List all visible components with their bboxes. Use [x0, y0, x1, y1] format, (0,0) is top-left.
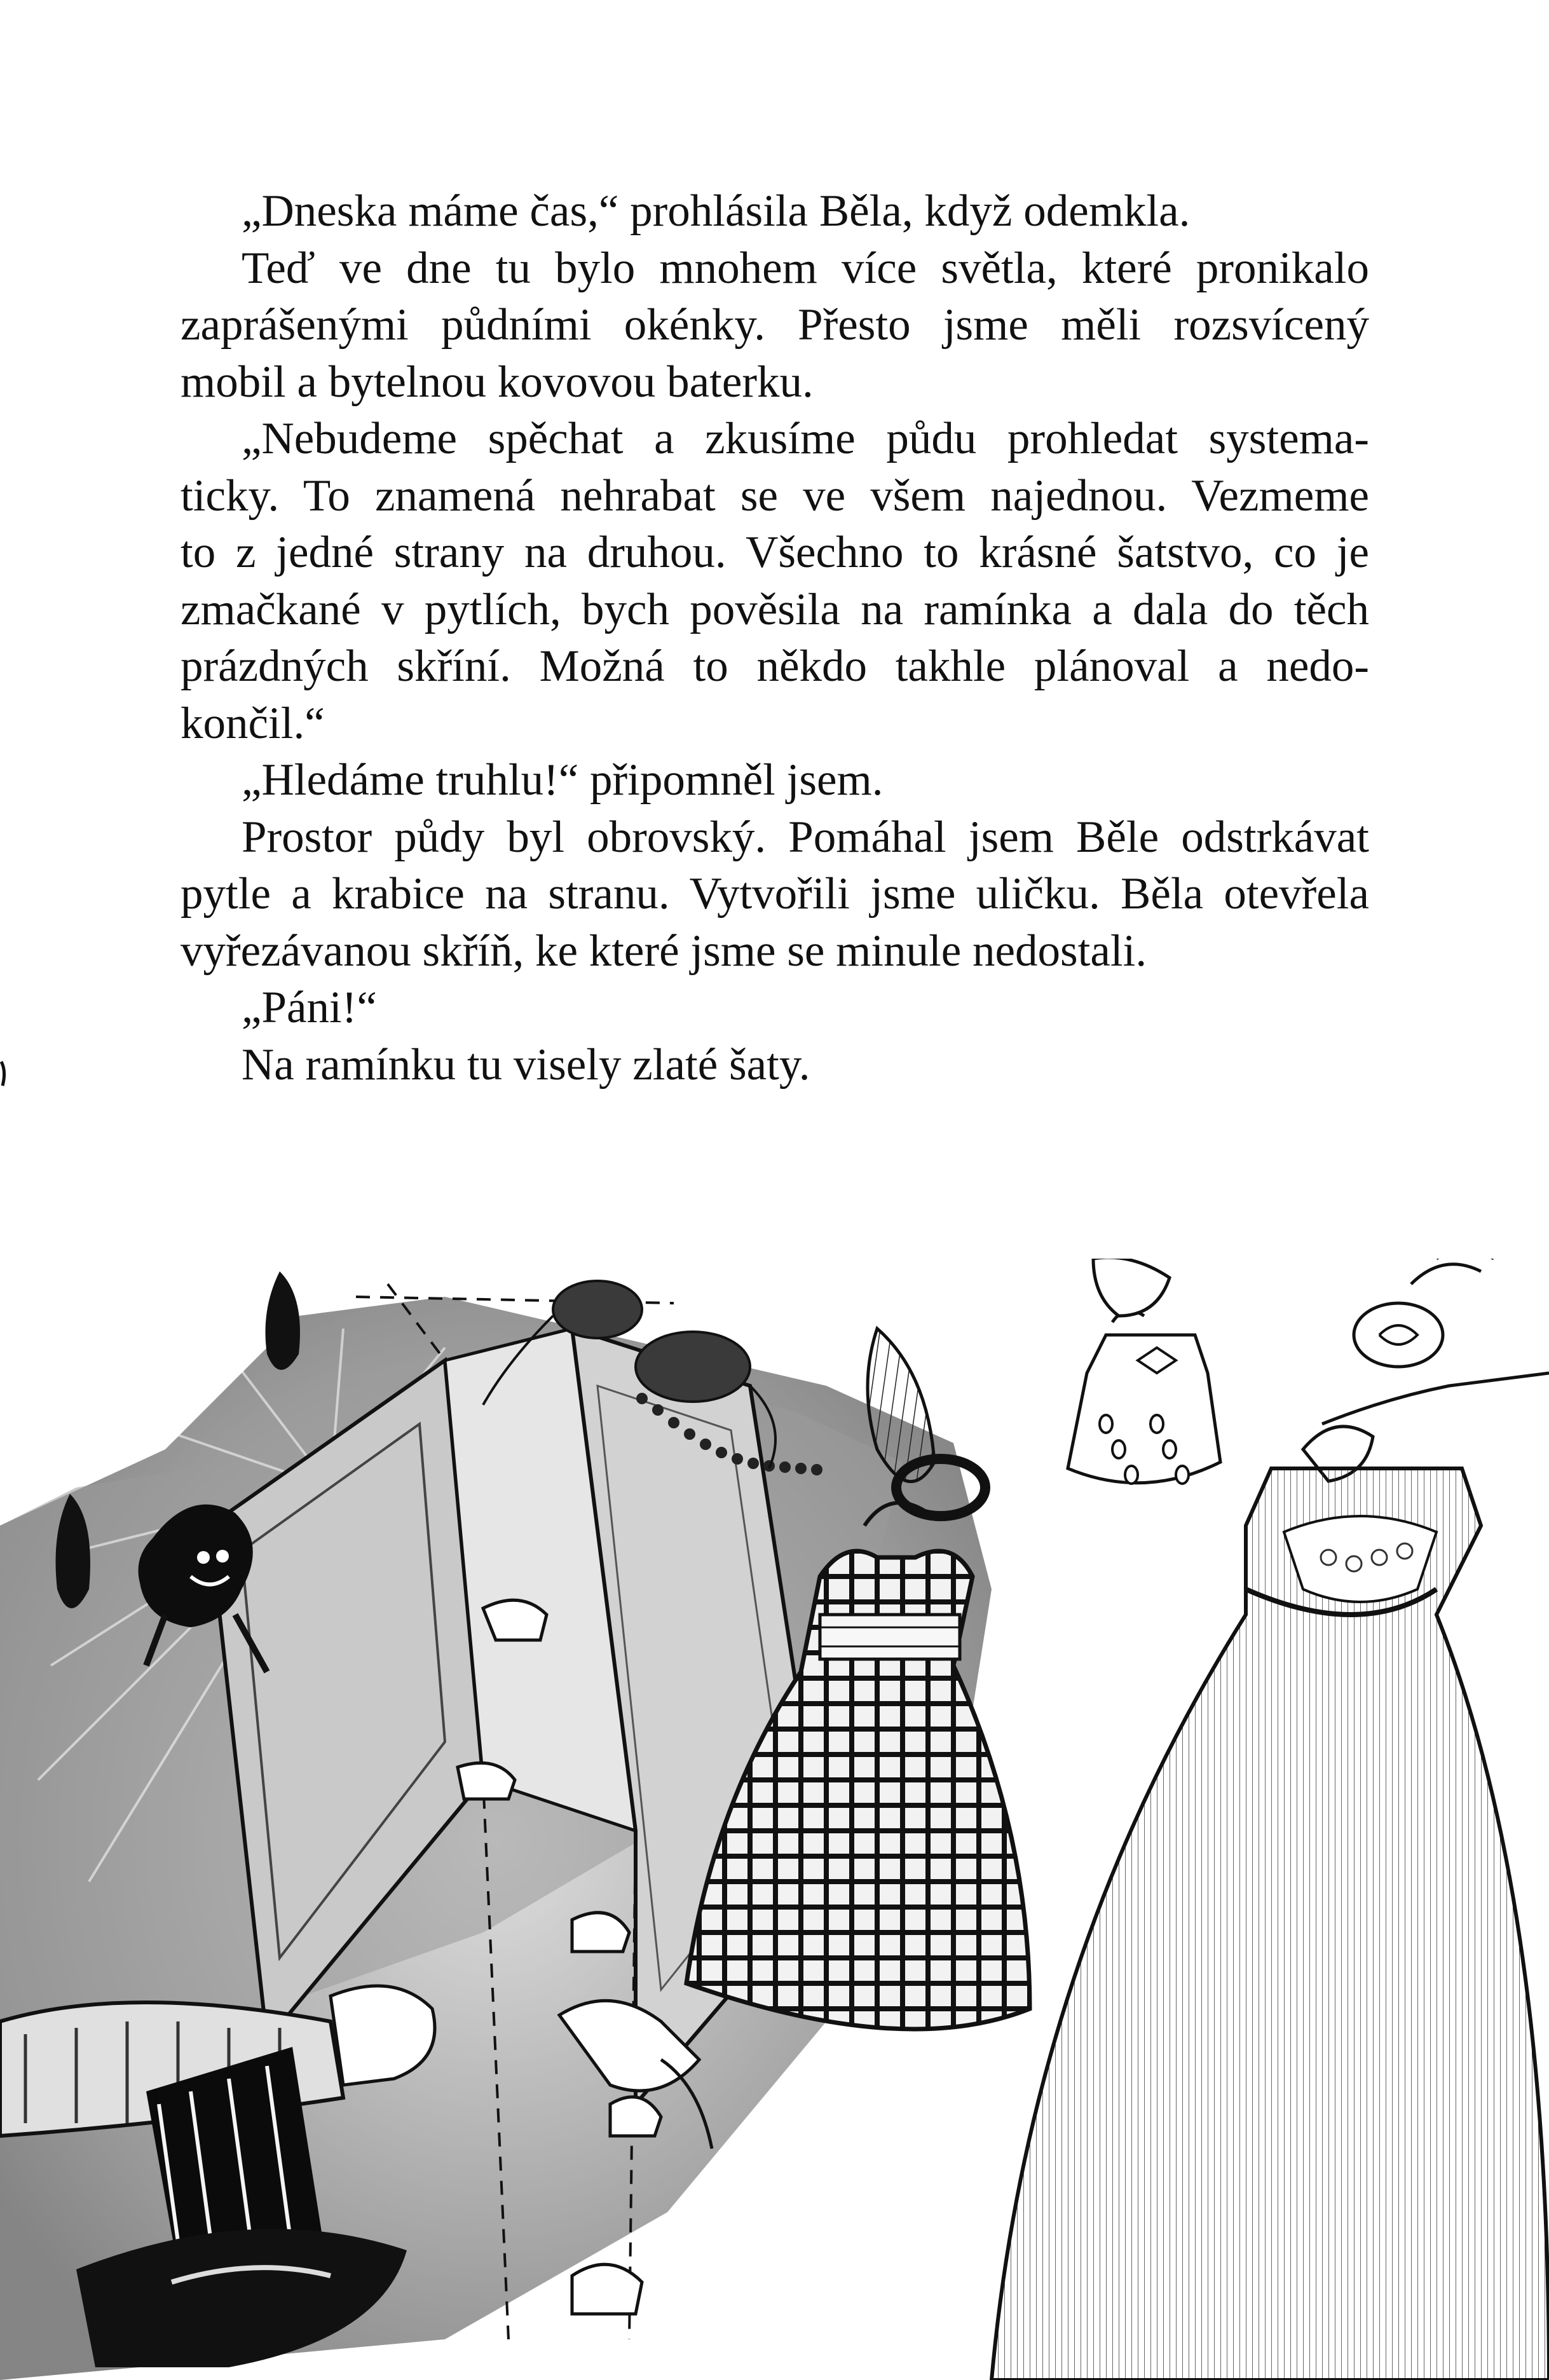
text-line: končil.“: [181, 698, 325, 748]
text-line: Teď ve dne tu bylo mnohem více světla, které pronikalo: [242, 243, 1369, 293]
paragraph-7: [181, 1037, 1369, 1094]
text-line: „Nebudeme spěchat a zkusíme půdu prohledat systema-: [242, 414, 1369, 463]
rose-ornament: [1354, 1259, 1494, 1367]
paragraph-4: [181, 752, 1369, 809]
text-line: „Dneska máme čas,“ prohlásila Běla, když odemkla.: [242, 186, 1191, 236]
paragraph-6: [181, 980, 1369, 1037]
illustration-svg: [0, 1259, 1549, 2380]
paragraph-3: [181, 411, 1369, 752]
text-line: mobil a bytelnou kovovou baterku.: [181, 357, 814, 407]
beaded-dress: [1068, 1311, 1220, 1484]
ink-illustration-attic-wardrobe-dresses-icon: [0, 1259, 1549, 2380]
text-line: Prostor půdy byl obrovský. Pomáhal jsem Běle odstrkávat: [242, 812, 1369, 862]
text-line: zaprášenými půdními okénky. Přesto jsme měli rozsvícený: [181, 300, 1369, 350]
text-line: „Páni!“: [242, 983, 377, 1032]
pleated-gown: [992, 1468, 1549, 2380]
text-line: to z jedné strany na druhou. Všechno to krásné šatstvo, co je: [181, 528, 1369, 577]
text-line: ticky. To znamená nehrabat se ve všem najednou. Vezmeme: [181, 470, 1369, 521]
story-text: [181, 183, 1369, 1093]
margin-mark: [0, 1055, 9, 1093]
text-line: prázdných skříní. Možná to někdo takhle plánoval a nedo-: [181, 641, 1369, 691]
text-line: „Hledáme truhlu!“ připomněl jsem.: [242, 755, 884, 805]
text-line: pytle a krabice na stranu. Vytvořili jsme uličku. Běla otevřela: [181, 869, 1369, 919]
paragraph-2: [181, 240, 1369, 411]
paragraph-5: [181, 809, 1369, 980]
text-line: zmačkané v pytlích, bych pověsila na ramínka a dala do těch: [181, 584, 1369, 634]
text-line: vyřezávanou skříň, ke které jsme se minule nedostali.: [181, 926, 1147, 976]
paragraph-1: [181, 183, 1369, 240]
text-line: Na ramínku tu visely zlaté šaty.: [242, 1039, 810, 1090]
